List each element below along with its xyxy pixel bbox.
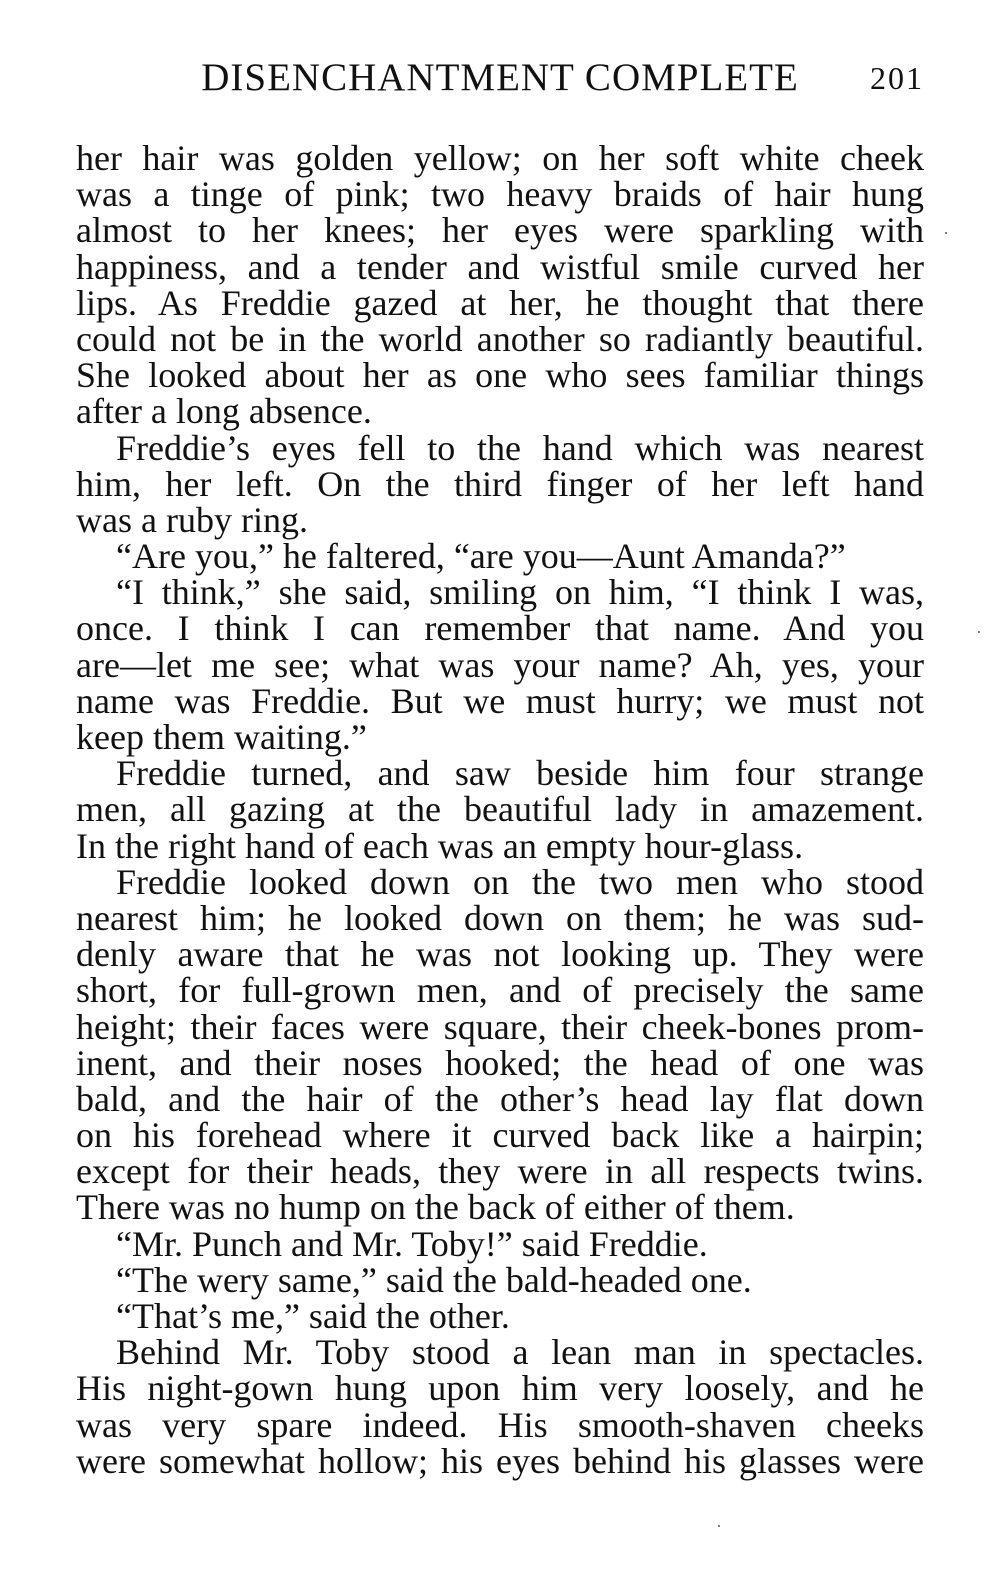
text-line: inent, and their noses hooked; the head of one was: [76, 1042, 924, 1083]
text-line: happiness, and a tender and wistful smile curved her: [76, 246, 924, 287]
text-line: on his forehead where it curved back like a hairpin;: [76, 1115, 924, 1156]
text-line: bald, and the hair of the other’s head lay flat down: [76, 1078, 924, 1119]
text-line: was a tinge of pink; two heavy braids of hair hung: [76, 174, 924, 215]
text-line: Freddie’s eyes fell to the hand which was nearest: [116, 427, 924, 468]
text-line: nearest him; he looked down on them; he was sud-: [76, 897, 924, 938]
text-line: denly aware that he was not looking up. They were: [76, 934, 924, 975]
text-line: In the right hand of each was an empty hour-glass.: [76, 825, 804, 866]
running-title: DISENCHANTMENT COMPLETE: [201, 56, 799, 99]
text-line: name was Freddie. But we must hurry; we must not: [76, 680, 924, 721]
print-speck: [978, 631, 980, 633]
text-line: were somewhat hollow; his eyes behind his glasses were: [76, 1440, 924, 1481]
text-line: after a long absence.: [76, 391, 372, 432]
text-line: Behind Mr. Toby stood a lean man in spectacles.: [116, 1332, 924, 1373]
running-head: [76, 50, 924, 106]
text-line: Freddie turned, and saw beside him four strange: [116, 753, 924, 794]
text-line: once. I think I can remember that name. And you: [76, 608, 924, 649]
text-line: almost to her knees; her eyes were sparkling with: [76, 210, 924, 251]
text-line: except for their heads, they were in all respects twins.: [76, 1151, 924, 1192]
text-line: men, all gazing at the beautiful lady in amazement.: [76, 789, 924, 830]
text-line: are—let me see; what was your name? Ah, yes, your: [76, 644, 924, 685]
text-line: could not be in the world another so radiantly beautiful.: [76, 318, 924, 359]
body-text: [76, 140, 924, 1479]
text-line: height; their faces were square, their cheek-bones prom-: [76, 1006, 924, 1047]
text-line: “The wery same,” said the bald-headed one.: [116, 1259, 752, 1300]
text-line: keep them waiting.”: [76, 717, 367, 757]
print-speck: [945, 232, 947, 234]
text-line: lips. As Freddie gazed at her, he thought that there: [76, 282, 924, 323]
text-line: His night-gown hung upon him very loosely, and he: [76, 1368, 924, 1409]
text-line: Freddie looked down on the two men who stood: [116, 861, 924, 902]
text-line: “Mr. Punch and Mr. Toby!” said Freddie.: [116, 1223, 708, 1264]
print-speck: [718, 1525, 720, 1527]
text-line: She looked about her as one who sees familiar things: [76, 355, 924, 396]
text-line: was a ruby ring.: [76, 499, 308, 540]
page-number: 201: [870, 60, 924, 96]
text-line: her hair was golden yellow; on her soft white cheek: [76, 138, 924, 178]
text-line: was very spare indeed. His smooth-shaven cheeks: [76, 1404, 924, 1445]
text-line: “That’s me,” said the other.: [116, 1296, 510, 1336]
text-line: “Are you,” he faltered, “are you—Aunt Amanda?”: [116, 536, 846, 577]
text-line: short, for full-grown men, and of precisely the same: [76, 970, 924, 1011]
text-line: “I think,” she said, smiling on him, “I think I was,: [116, 572, 924, 613]
text-line: There was no hump on the back of either of them.: [76, 1187, 795, 1228]
text-line: him, her left. On the third finger of her left hand: [76, 463, 924, 504]
